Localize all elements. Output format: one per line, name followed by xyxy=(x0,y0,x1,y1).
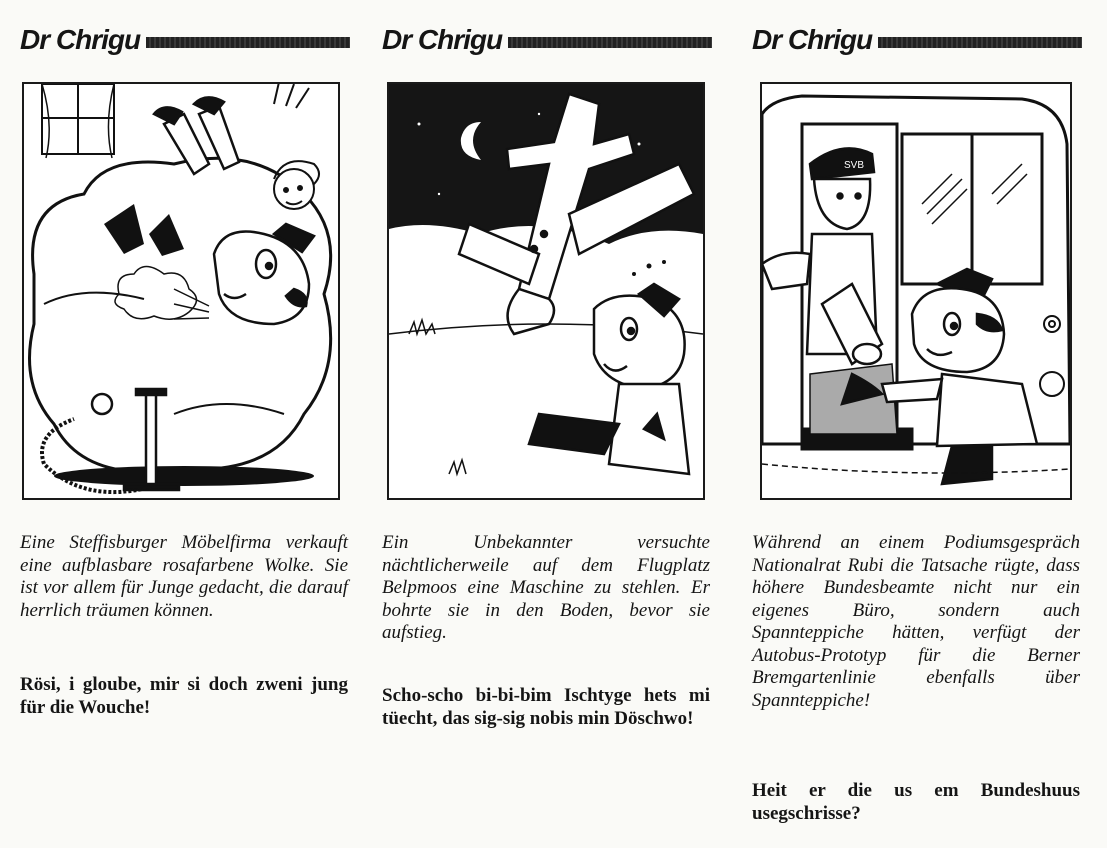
title-bar xyxy=(508,37,712,48)
airplane-cartoon-illustration xyxy=(389,84,703,498)
series-title: Dr Chrigu xyxy=(752,24,873,55)
news-caption: Eine Steffisburger Möbelfirma verkauft eine aufblasbare rosafarbene Wolke. Sie ist vor allem für Junge gedacht, die darauf herrlich träumen können. xyxy=(20,532,348,621)
series-title: Dr Chrigu xyxy=(20,24,141,55)
series-header xyxy=(752,22,1082,58)
title-bar xyxy=(146,37,350,48)
cartoon-column-3 xyxy=(752,22,1082,824)
punchline: Scho-scho bi-bi-bim Ischtyge hets mi tüecht, das sig-sig nobis min Döschwo! xyxy=(382,685,710,729)
title-bar xyxy=(878,37,1082,48)
cartoon-column-2 xyxy=(382,22,712,729)
bus-cartoon-illustration xyxy=(762,84,1070,498)
cartoon-column-1 xyxy=(20,22,350,718)
news-caption: Ein Unbekannter versuchte nächtlicherweile auf dem Flugplatz Belpmoos eine Maschine zu stehlen. Er bohrte sie in den Boden, bevor sie aufstieg. xyxy=(382,532,710,643)
series-header xyxy=(382,22,712,58)
cartoon-panel-cloud xyxy=(22,82,340,500)
cloud-cartoon-illustration xyxy=(24,84,338,498)
series-header xyxy=(20,22,350,58)
cartoon-panel-airplane xyxy=(387,82,705,500)
punchline: Rösi, i gloube, mir si doch zweni jung für die Wouche! xyxy=(20,674,348,718)
series-title: Dr Chrigu xyxy=(382,24,503,55)
bus-badge: SVB xyxy=(844,160,865,171)
cartoon-panel-bus xyxy=(760,82,1072,500)
news-caption: Während an einem Podiumsgespräch Nationalrat Rubi die Tatsache rügte, dass höhere Bundesbeamte nicht nur ein eigenes Büro, sondern auch Spannteppiche hätten, verfügt der Autobus-Prototyp für die Berner Bremgartenlinie ebenfalls über Spannteppiche! xyxy=(752,532,1080,711)
punchline: Heit er die us em Bundeshuus usegschrisse? xyxy=(752,780,1080,824)
